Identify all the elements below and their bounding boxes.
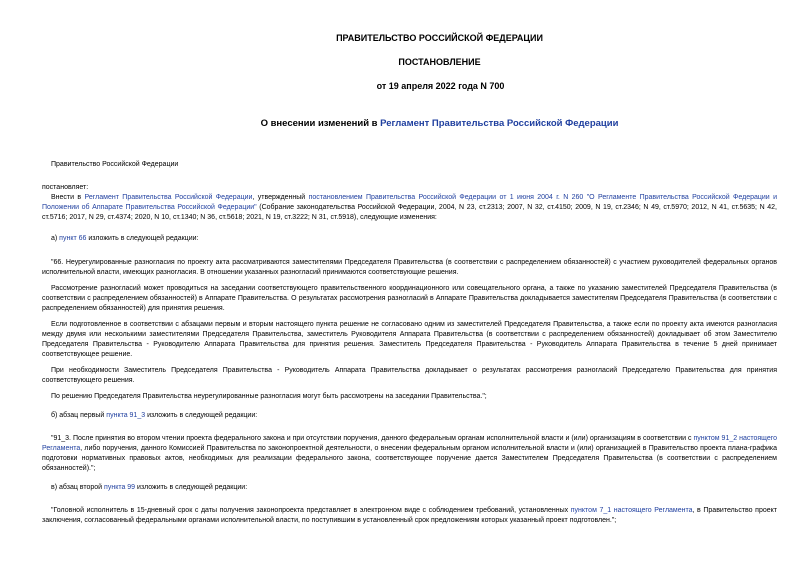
item-a-text-1: а) xyxy=(51,235,60,242)
date-number: от 19 апреля 2022 года N 700 xyxy=(376,81,505,91)
item-b-quote xyxy=(42,434,777,474)
item-b-text-2: изложить в следующей редакции: xyxy=(145,412,258,419)
issuer: Правительство Российской Федерации xyxy=(51,161,179,168)
item-a-paragraph-1: "66. Неурегулированные разногласия по проекту акта рассматриваются заместителями Председателя Правительства (в соответствии с распределением обязанностей) с участием руководителей федеральных органов исполнительной власти, имеющих разногласия. В отношении указанных разногласий принимаются соответствующие решения. xyxy=(42,259,777,276)
item-b-text-1: б) абзац первый xyxy=(51,412,107,419)
government-heading: ПРАВИТЕЛЬСТВО РОССИЙСКОЙ ФЕДЕРАЦИИ xyxy=(336,33,543,43)
item-b-link[interactable]: пункта 91_3 xyxy=(106,412,146,419)
item-v-link[interactable]: пункта 99 xyxy=(104,484,136,491)
document-type: ПОСТАНОВЛЕНИЕ xyxy=(398,57,481,67)
decides: постановляет: xyxy=(42,184,89,191)
item-a-paragraph-2: Рассмотрение разногласий может проводиться на заседании соответствующего правительственного координационного или совещательного органа, а также по указанию заместителей Председателя Правительства (в соответствии с распределением обязанностей) в Аппарате Правительства. О результатах рассмотрения разногласий в Аппарате Правительства докладывается заместителям Председателя Правительства (в соответствии с распределением обязанностей) для принятия решения. xyxy=(42,285,777,312)
document-title xyxy=(102,118,777,129)
item-a-text-2: изложить в следующей редакции: xyxy=(86,235,199,242)
item-b-quote-link[interactable]: пунктом 91_2 настоящего Регламента xyxy=(42,435,778,452)
item-v-quote xyxy=(42,506,777,526)
intro-text-1: Внести в xyxy=(51,194,85,201)
item-a-link[interactable]: пункт 66 xyxy=(59,235,87,242)
item-b-quote-1: "91_3. После принятия во втором чтении проекта федерального закона и при отсутствии поручения, данного федеральным органам исполнительной власти и (или) организациям в соответствии с xyxy=(51,435,694,442)
item-a-paragraph-5: По решению Председателя Правительства неурегулированные разногласия могут быть рассмотрены на заседании Правительства."; xyxy=(51,393,487,400)
item-v-heading xyxy=(42,483,777,493)
item-a-heading xyxy=(42,234,777,244)
item-a-paragraph-4: При необходимости Заместитель Председателя Правительства - Руководитель Аппарата Правительства докладывает о результатах рассмотрения разногласий Председателю Правительства для принятия соответствующего решения. xyxy=(42,367,777,384)
item-v-quote-1: "Головной исполнитель в 15-дневный срок с даты получения законопроекта представляет в электронном виде с соблюдением требований, установленных xyxy=(51,507,571,514)
intro-link-reglament[interactable]: Регламент Правительства Российской Федерации xyxy=(84,194,253,201)
intro-text-3: (Собрание законодательства Российской Федерации, 2004, N 23, ст.2313; 2007, N 32, ст.4150; 2009, N 19, ст.2346; N 49, ст.5970; 2012, N 41, ст.5635; N 42, ст.5716; 2017, N 29, ст.4374; 2020, N 10, ст.1340; N 36, ст.5618; 2021, N 19, ст.3222; N 31, ст.5918), следующие изменения: xyxy=(42,204,777,221)
item-v-quote-2: , в Правительство проект заключения, согласованный федеральными органами исполнительной власти, по поступившим в установленный срок предложениям которых указанный проект подготовлен."; xyxy=(42,507,777,524)
item-b-heading xyxy=(42,411,777,421)
item-v-text-1: в) абзац второй xyxy=(51,484,105,491)
item-v-quote-link[interactable]: пунктом 7_1 настоящего Регламента xyxy=(570,507,693,514)
title-prefix: О внесении изменений в xyxy=(260,118,381,129)
intro-link-resolution[interactable]: постановлением Правительства Российской Федерации от 1 июня 2004 г. N 260 "О Регламенте Правительства Российской Федерации и Положении об Аппарате Правительства Российской Федерации" xyxy=(42,194,778,211)
intro-text-2: , утвержденный xyxy=(252,194,309,201)
item-a-paragraph-3: Если подготовленное в соответствии с абзацами первым и вторым настоящего пункта решение не согласовано одним из заместителей Председателя Правительства, а также если по проекту акта имеются разногласия между двумя или несколькими заместителями Председателя Правительства, заместитель Руководителя Аппарата Правительства (в соответствии с распределением обязанностей) докладывает об этом Заместителю Председателя Правительства - Руководителю Аппарата Правительства для принятия решения. Заместитель Председателя Правительства - Руководитель Аппарата Правительства в течение 5 дней принимает соответствующее решение. xyxy=(42,321,777,358)
item-b-quote-2: , либо поручения, данного Комиссией Правительства по законопроектной деятельности, о внесении федеральным органом исполнительной власти и (или) организацией в Правительство проекта плана-графика подготовки нормативных правовых актов, необходимых для реализации федерального закона, соответствующее поручение дается Заместителем Председателя Правительства (в соответствии с распределением обязанностей)."; xyxy=(42,445,777,472)
reglament-link[interactable]: Регламент Правительства Российской Федерации xyxy=(380,118,619,129)
item-v-text-2: изложить в следующей редакции: xyxy=(135,484,248,491)
intro-paragraph xyxy=(42,193,777,223)
